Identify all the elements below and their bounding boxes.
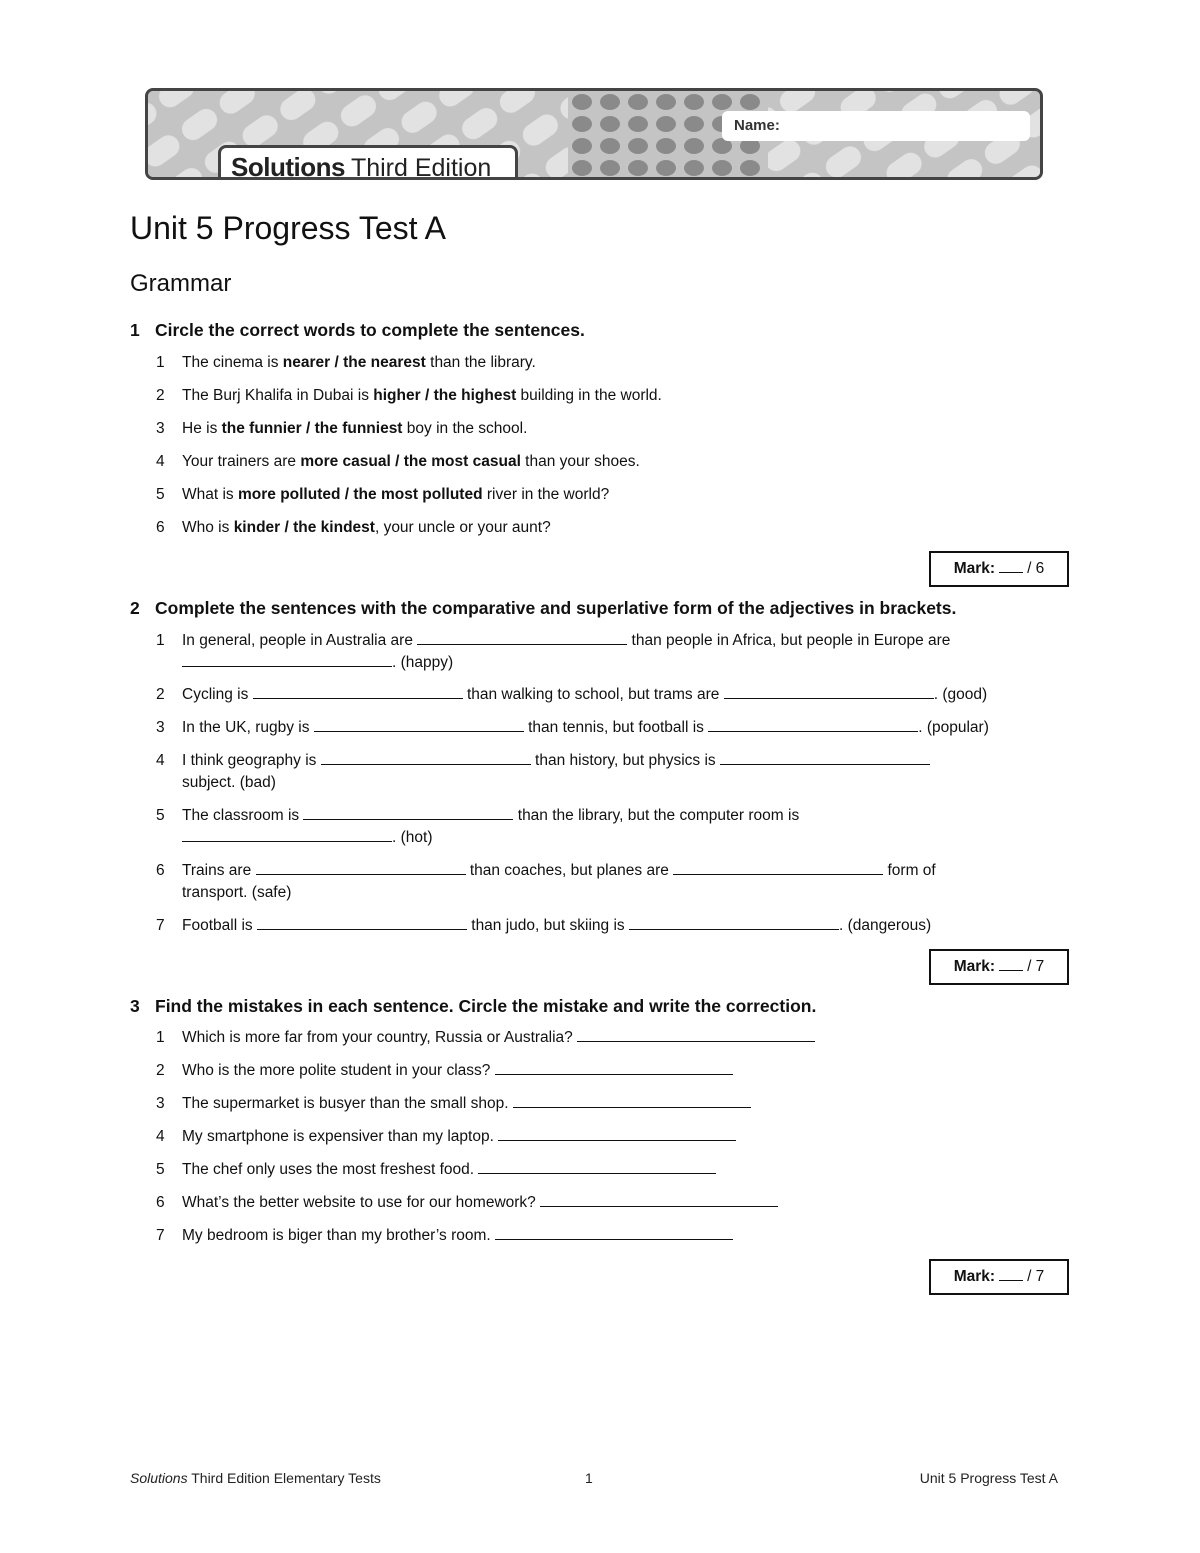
item-text: than walking to school, but trams are [462, 686, 724, 703]
item-number: 2 [156, 387, 165, 404]
answer-blank[interactable] [182, 652, 392, 667]
option-separator: / [390, 453, 404, 470]
q1-item [156, 484, 609, 506]
q1-instruction: Circle the correct words to complete the sentences. [155, 320, 585, 340]
q3-item [156, 1027, 815, 1049]
name-label: Name: [734, 117, 780, 134]
answer-blank[interactable] [253, 684, 463, 699]
page-title: Unit 5 Progress Test A [130, 210, 446, 246]
item-number: 5 [156, 1161, 165, 1178]
option-a[interactable]: higher [373, 387, 421, 404]
item-text: Football is [182, 917, 257, 934]
q3-item [156, 1060, 733, 1082]
item-number: 4 [156, 752, 165, 769]
item-text: river in the world? [482, 486, 610, 503]
answer-blank[interactable] [720, 750, 930, 765]
mark-label: Mark: [953, 560, 996, 577]
q2-mark-box[interactable] [929, 949, 1069, 985]
item-text[interactable]: Which is more far from your country, Russia or Australia? [182, 1029, 578, 1046]
name-field[interactable] [722, 111, 1030, 141]
item-text[interactable]: The supermarket is busyer than the small shop. [182, 1095, 513, 1112]
option-b[interactable]: the kindest [293, 519, 375, 536]
item-text: Cycling is [182, 686, 253, 703]
footer-left [130, 1470, 381, 1486]
correction-blank[interactable] [498, 1126, 736, 1141]
mark-total: / 7 [1027, 1268, 1045, 1285]
item-text: In the UK, rugby is [182, 719, 314, 736]
q1-item [156, 385, 662, 407]
footer-series-title: Solutions [130, 1470, 188, 1486]
q2-item [156, 860, 936, 904]
item-text[interactable]: What’s the better website to use for our homework? [182, 1194, 541, 1211]
item-text: The cinema is [182, 354, 283, 371]
item-text: than people in Africa, but people in Europe are [627, 632, 951, 649]
item-text: He is [182, 420, 222, 437]
q2-item [156, 717, 989, 739]
item-text: Trains are [182, 862, 256, 879]
answer-blank[interactable] [257, 915, 467, 930]
option-b[interactable]: the nearest [343, 354, 426, 371]
q3-item [156, 1126, 736, 1148]
q3-item [156, 1225, 733, 1247]
option-separator: / [340, 486, 354, 503]
item-number: 6 [156, 862, 165, 879]
item-text: . (good) [933, 686, 988, 703]
option-b[interactable]: the funniest [314, 420, 403, 437]
item-number: 4 [156, 1128, 165, 1145]
option-separator: / [301, 420, 315, 437]
q1-item [156, 418, 527, 440]
q2-item [156, 750, 930, 794]
option-b[interactable]: the most casual [403, 453, 521, 470]
mark-blank[interactable] [999, 1268, 1023, 1281]
q1-item [156, 352, 536, 374]
item-number: 7 [156, 917, 165, 934]
mark-total: / 6 [1027, 560, 1045, 577]
answer-blank[interactable] [256, 860, 466, 875]
item-text: Your trainers are [182, 453, 301, 470]
item-text: than your shoes. [520, 453, 640, 470]
answer-blank[interactable] [417, 630, 627, 645]
item-text: form of [883, 862, 936, 879]
q1-item [156, 517, 551, 539]
item-number: 3 [156, 420, 165, 437]
q2-item [156, 915, 931, 937]
mark-label: Mark: [953, 1268, 996, 1285]
item-number: 5 [156, 807, 165, 824]
item-number: 4 [156, 453, 165, 470]
q2-number: 2 [130, 598, 140, 618]
q3-number: 3 [130, 996, 140, 1016]
item-text: than judo, but skiing is [466, 917, 629, 934]
option-separator: / [330, 354, 344, 371]
item-number: 1 [156, 1029, 165, 1046]
correction-blank[interactable] [495, 1060, 733, 1075]
q3-mark-box[interactable] [929, 1259, 1069, 1295]
option-a[interactable]: the funnier [221, 420, 302, 437]
q1-item [156, 451, 640, 473]
q2-item [156, 805, 799, 849]
option-a[interactable]: kinder [233, 519, 281, 536]
option-a[interactable]: more casual [300, 453, 391, 470]
item-number: 6 [156, 519, 165, 536]
footer-right: Unit 5 Progress Test A [919, 1470, 1058, 1486]
item-text: . (hot) [392, 829, 433, 846]
q2-item [156, 630, 950, 674]
option-separator: / [420, 387, 434, 404]
item-text: than history, but physics is [530, 752, 720, 769]
item-text: than the library. [425, 354, 536, 371]
item-text: . (popular) [918, 719, 989, 736]
q3-item [156, 1159, 716, 1181]
correction-blank[interactable] [495, 1225, 733, 1240]
correction-blank[interactable] [478, 1159, 716, 1174]
answer-blank[interactable] [321, 750, 531, 765]
item-number: 2 [156, 1062, 165, 1079]
q3-item [156, 1093, 751, 1115]
item-text[interactable]: Who is the more polite student in your class? [182, 1062, 495, 1079]
item-text[interactable]: My bedroom is biger than my brother’s room. [182, 1227, 495, 1244]
item-text: than the library, but the computer room is [513, 807, 800, 824]
mark-blank[interactable] [999, 560, 1023, 573]
item-text: . (happy) [392, 654, 454, 671]
option-a[interactable]: more polluted [237, 486, 341, 503]
item-number: 3 [156, 719, 165, 736]
item-number: 1 [156, 632, 165, 649]
item-text: boy in the school. [402, 420, 528, 437]
item-number: 5 [156, 486, 165, 503]
q3-item [156, 1192, 778, 1214]
item-number: 1 [156, 354, 165, 371]
section-title: Grammar [130, 270, 232, 297]
item-text: In general, people in Australia are [182, 632, 418, 649]
logo-regular: Third Edition [350, 154, 492, 180]
item-text: What is [182, 486, 238, 503]
option-a[interactable]: nearer [282, 354, 331, 371]
mark-total: / 7 [1027, 958, 1045, 975]
answer-blank[interactable] [314, 717, 524, 732]
item-number: 6 [156, 1194, 165, 1211]
item-text: I think geography is [182, 752, 321, 769]
answer-blank[interactable] [629, 915, 839, 930]
q2-instruction: Complete the sentences with the comparative and superlative form of the adjectives in brackets. [155, 598, 957, 618]
item-text[interactable]: The chef only uses the most freshest food. [182, 1161, 479, 1178]
q1-heading [130, 320, 585, 341]
option-b[interactable]: the most polluted [353, 486, 483, 503]
q2-item [156, 684, 987, 706]
item-text: The classroom is [182, 807, 304, 824]
option-separator: / [280, 519, 294, 536]
item-number: 2 [156, 686, 165, 703]
solutions-logo [218, 145, 518, 180]
mark-label: Mark: [953, 958, 996, 975]
answer-blank[interactable] [708, 717, 918, 732]
item-number: 7 [156, 1227, 165, 1244]
correction-blank[interactable] [540, 1192, 778, 1207]
answer-blank[interactable] [673, 860, 883, 875]
answer-blank[interactable] [182, 827, 392, 842]
item-text: Who is [182, 519, 234, 536]
item-text: The Burj Khalifa in Dubai is [182, 387, 374, 404]
q1-number: 1 [130, 320, 140, 340]
correction-blank[interactable] [513, 1093, 751, 1108]
item-text: . (dangerous) [838, 917, 932, 934]
option-b[interactable]: the highest [433, 387, 517, 404]
footer-series-rest: Third Edition Elementary Tests [187, 1470, 381, 1486]
item-text: than tennis, but football is [523, 719, 709, 736]
item-text: transport. (safe) [182, 884, 292, 901]
item-text: than coaches, but planes are [465, 862, 674, 879]
item-text[interactable]: My smartphone is expensiver than my laptop. [182, 1128, 499, 1145]
q2-heading [130, 598, 956, 619]
item-text: , your uncle or your aunt? [374, 519, 551, 536]
correction-blank[interactable] [577, 1027, 815, 1042]
page-number: 1 [585, 1470, 593, 1486]
q3-instruction: Find the mistakes in each sentence. Circle the mistake and write the correction. [155, 996, 817, 1016]
mark-blank[interactable] [999, 958, 1023, 971]
item-number: 3 [156, 1095, 165, 1112]
answer-blank[interactable] [303, 805, 513, 820]
answer-blank[interactable] [724, 684, 934, 699]
q1-mark-box[interactable] [929, 551, 1069, 587]
item-text: building in the world. [516, 387, 662, 404]
q3-heading [130, 996, 816, 1017]
item-text: subject. (bad) [182, 774, 276, 791]
header-banner [145, 88, 1043, 180]
logo-bold: Solutions [231, 152, 345, 180]
